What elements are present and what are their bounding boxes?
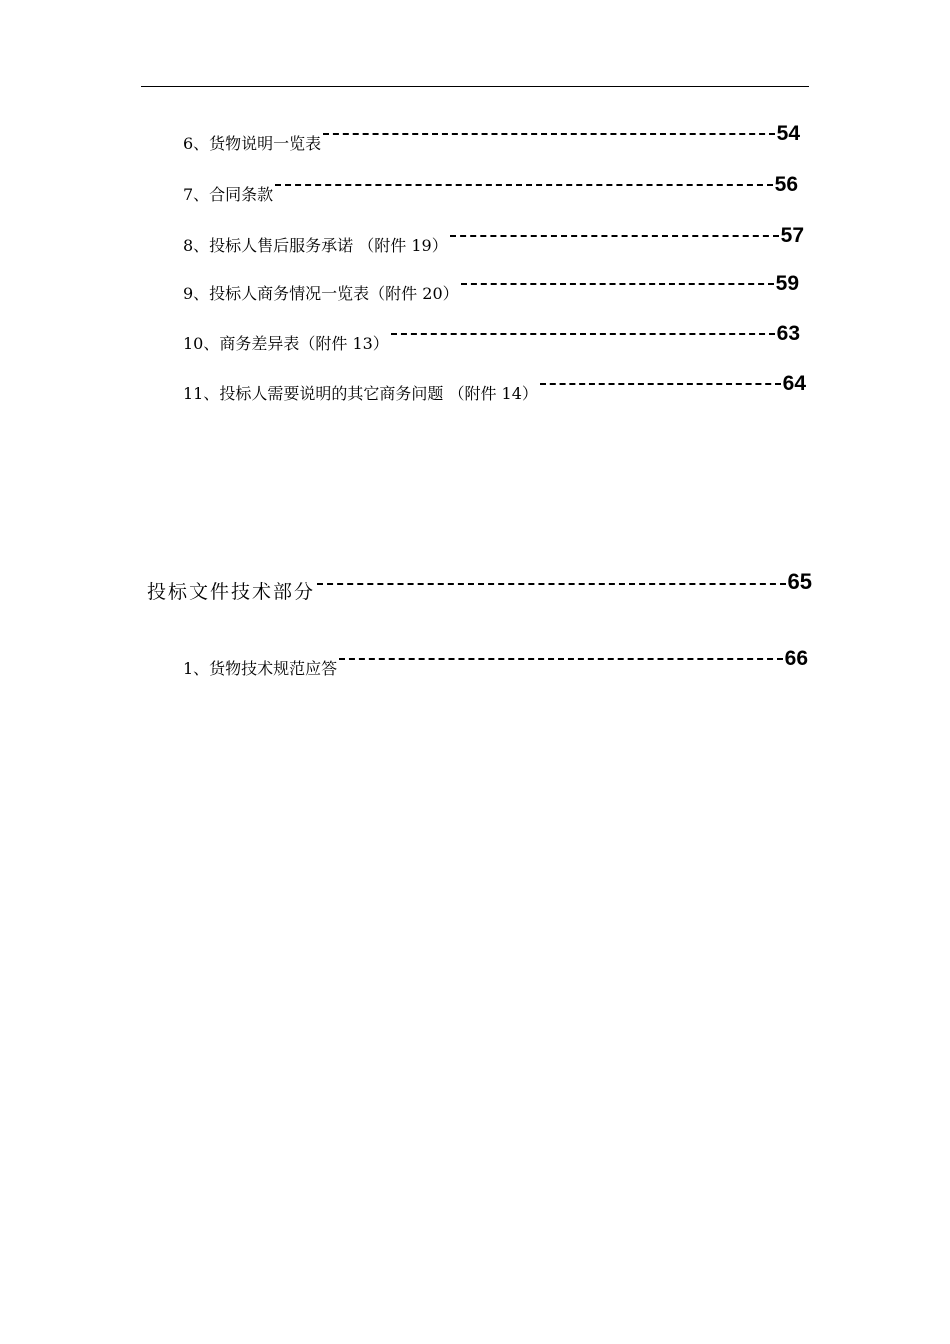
- toc-entry-label: 9、投标人商务情况一览表（附件 20）: [183, 284, 459, 303]
- toc-entry-label: 7、合同条款: [183, 185, 274, 204]
- toc-dot-leader: [323, 133, 775, 135]
- toc-dot-leader: [461, 283, 774, 285]
- toc-dot-leader: [275, 184, 773, 186]
- toc-entry: [183, 372, 806, 406]
- toc-entry-label: 8、投标人售后服务承诺 （附件 19）: [183, 236, 448, 255]
- toc-dot-leader: [391, 333, 775, 335]
- toc-entry-page: 57: [780, 224, 804, 247]
- toc-entry-label: 11、投标人需要说明的其它商务问题 （附件 14）: [183, 384, 538, 403]
- toc-entry: [183, 322, 800, 356]
- header-rule: [141, 86, 809, 87]
- toc-section-page: 65: [787, 569, 812, 594]
- toc-entry-page: 54: [776, 122, 800, 145]
- toc-entry-label: 1、货物技术规范应答: [183, 659, 338, 678]
- toc-dot-leader: [339, 658, 783, 660]
- toc-entry: [183, 173, 798, 207]
- toc-entry-page: 56: [774, 173, 798, 196]
- toc-dot-leader: [540, 383, 781, 385]
- toc-entry-label: 6、货物说明一览表: [183, 134, 322, 153]
- toc-entry: [183, 272, 799, 306]
- toc-entry: [183, 122, 800, 156]
- toc-dot-leader: [317, 583, 786, 585]
- toc-section-heading: [147, 570, 812, 604]
- toc-entry: [183, 647, 808, 681]
- toc-entry-page: 63: [776, 322, 800, 345]
- toc-entry-page: 66: [784, 647, 808, 670]
- toc-entry: [183, 224, 804, 258]
- toc-entry-label: 10、商务差异表（附件 13）: [183, 334, 389, 353]
- toc-entry-page: 59: [775, 272, 799, 295]
- toc-section-label: 投标文件技术部分: [147, 581, 316, 603]
- toc-dot-leader: [450, 235, 779, 237]
- toc-entry-page: 64: [782, 372, 806, 395]
